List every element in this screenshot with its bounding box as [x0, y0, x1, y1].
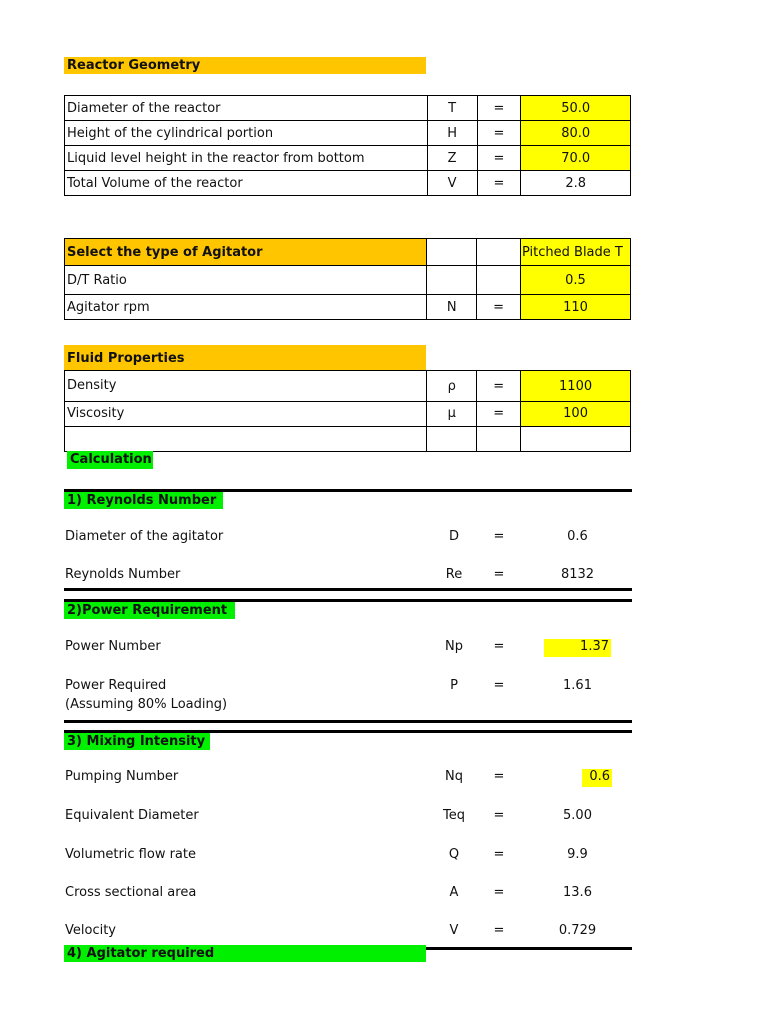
density-input[interactable]: 1100 — [521, 371, 631, 402]
row-eq: = — [493, 678, 505, 693]
row-eq: = — [477, 96, 521, 121]
reynolds-number-value: 8132 — [560, 567, 595, 582]
row-eq: = — [493, 769, 505, 784]
row-symbol: Np — [445, 639, 463, 654]
row-label: Viscosity — [65, 402, 427, 427]
row-eq: = — [477, 371, 521, 402]
table-row — [65, 427, 631, 452]
row-symbol: Re — [445, 567, 463, 582]
row-eq: = — [477, 402, 521, 427]
row-symbol: P — [450, 678, 458, 693]
empty-cell — [427, 427, 477, 452]
empty-cell — [477, 427, 521, 452]
row-label: Reynolds Number — [65, 567, 181, 582]
row-eq: = — [477, 171, 521, 196]
row-symbol: N — [427, 295, 477, 320]
table-row — [65, 266, 631, 295]
row-eq: = — [477, 295, 521, 320]
mixing-section — [64, 730, 632, 950]
row-label: Equivalent Diameter — [65, 808, 199, 823]
row-eq: = — [477, 146, 521, 171]
row-label: Cross sectional area — [65, 885, 197, 900]
reactor-geometry-table — [64, 95, 631, 196]
agitator-table — [64, 238, 631, 320]
cylinder-height-input[interactable]: 80.0 — [521, 121, 631, 146]
equivalent-diameter-value: 5.00 — [563, 808, 592, 823]
dt-ratio-input[interactable]: 0.5 — [521, 266, 631, 295]
row-symbol: T — [427, 96, 477, 121]
mixing-header: 3) Mixing Intensity — [64, 733, 210, 750]
table-row — [65, 402, 631, 427]
table-row — [65, 239, 631, 266]
row-symbol: H — [427, 121, 477, 146]
row-label: Power Required — [65, 678, 167, 693]
velocity-value: 0.729 — [558, 923, 597, 938]
agitator-rpm-input[interactable]: 110 — [521, 295, 631, 320]
reactor-geometry-header: Reactor Geometry — [64, 57, 426, 74]
calculation-header: Calculation — [67, 451, 153, 469]
row-label: Diameter of the reactor — [65, 96, 428, 121]
empty-cell — [477, 239, 521, 266]
row-symbol: Teq — [443, 808, 465, 823]
row-symbol — [427, 266, 477, 295]
row-label: Density — [65, 371, 427, 402]
row-label: Pumping Number — [65, 769, 179, 784]
row-symbol: µ — [427, 402, 477, 427]
row-label: Velocity — [65, 923, 116, 938]
empty-cell — [427, 239, 477, 266]
row-symbol: Q — [448, 847, 460, 862]
agitator-type-select[interactable]: Pitched Blade T — [521, 239, 631, 266]
table-row — [65, 146, 631, 171]
cross-section-area-value: 13.6 — [563, 885, 592, 900]
flow-rate-value: 9.9 — [567, 847, 588, 862]
row-eq: = — [493, 923, 505, 938]
row-label: Volumetric flow rate — [65, 847, 196, 862]
empty-cell — [65, 427, 427, 452]
row-symbol: Nq — [445, 769, 463, 784]
reynolds-section — [64, 489, 632, 591]
row-label: Height of the cylindrical portion — [65, 121, 428, 146]
reactor-diameter-input[interactable]: 50.0 — [521, 96, 631, 121]
row-label: Total Volume of the reactor — [65, 171, 428, 196]
table-row — [65, 171, 631, 196]
row-symbol: D — [448, 529, 459, 544]
row-symbol: A — [449, 885, 459, 900]
row-symbol: V — [427, 171, 477, 196]
fluid-properties-table — [64, 370, 631, 452]
row-symbol: Z — [427, 146, 477, 171]
agitator-diameter-value: 0.6 — [567, 529, 588, 544]
liquid-level-input[interactable]: 70.0 — [521, 146, 631, 171]
row-label: Agitator rpm — [65, 295, 427, 320]
reynolds-header: 1) Reynolds Number — [64, 492, 223, 509]
row-eq: = — [493, 529, 505, 544]
pumping-number-input[interactable]: 0.6 — [582, 769, 612, 787]
table-row — [65, 295, 631, 320]
row-label: D/T Ratio — [65, 266, 427, 295]
table-row — [65, 96, 631, 121]
row-eq: = — [493, 847, 505, 862]
row-label: Diameter of the agitator — [65, 529, 224, 544]
power-section — [64, 599, 632, 723]
fluid-properties-header: Fluid Properties — [64, 345, 426, 370]
viscosity-input[interactable]: 100 — [521, 402, 631, 427]
power-number-input[interactable]: 1.37 — [544, 639, 611, 657]
row-eq: = — [493, 808, 505, 823]
row-label: Power Number — [65, 639, 161, 654]
row-label-note: (Assuming 80% Loading) — [65, 697, 228, 712]
row-eq: = — [493, 885, 505, 900]
total-volume-value: 2.8 — [521, 171, 631, 196]
row-eq — [477, 266, 521, 295]
row-eq: = — [493, 567, 505, 582]
power-header: 2)Power Requirement — [64, 602, 235, 619]
empty-cell — [521, 427, 631, 452]
power-required-value: 1.61 — [563, 678, 592, 693]
agitator-header: Select the type of Agitator — [65, 239, 427, 266]
row-symbol: ρ — [427, 371, 477, 402]
row-eq: = — [477, 121, 521, 146]
table-row — [65, 371, 631, 402]
agitator-required-header: 4) Agitator required — [64, 945, 426, 962]
row-label: Liquid level height in the reactor from bottom — [65, 146, 428, 171]
table-row — [65, 121, 631, 146]
row-eq: = — [493, 639, 505, 654]
row-symbol: V — [449, 923, 459, 938]
